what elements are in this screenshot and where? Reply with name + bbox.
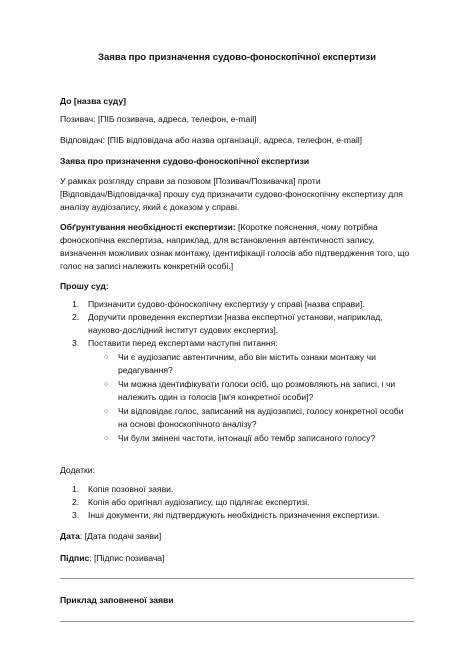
attachment-item-3: Інші документи, які підтверджують необхідність призначення експертизи. [88, 510, 380, 520]
question-1-line-1: Чи є аудіозапис автентичним, або він містить ознаки монтажу чи [118, 352, 376, 362]
example-heading: Приклад заповненої заяви [60, 595, 174, 605]
question-bullet-4: ○ [104, 435, 109, 442]
justification-text-1: [Коротке пояснення, чому потрібна [235, 222, 378, 232]
signature-label: Підпис [60, 553, 90, 563]
attachments-heading: Додатки: [60, 465, 95, 475]
request-number-2: 2. [72, 312, 80, 322]
intro-line-2: [Відповідач/Відповідачка] прошу суд призначити судово-фоноскопічну експертизу для [60, 189, 403, 199]
request-number-1: 1. [72, 299, 80, 309]
request-heading: Прошу суд: [60, 281, 109, 291]
attachment-number-1: 1. [72, 484, 80, 494]
section-heading: Заява про призначення судово-фоноскопічної експертизи [60, 156, 310, 166]
justification-label: Обґрунтування необхідності експертизи: [60, 222, 236, 232]
request-item-2-line-1: Доручити проведення експертизи [назва експертної установи, наприклад, [88, 312, 383, 322]
signature-value: : [Підпис позивача] [89, 553, 165, 563]
date-line [60, 530, 416, 543]
question-2-line-2: належить один із голосів [ім'я конкретної особи]? [118, 392, 314, 402]
request-item-2-line-2: науково-дослідний інститут судових експертиз]. [88, 325, 279, 335]
divider-bottom [60, 621, 414, 622]
justification-line-2: фоноскопічна експертиза, наприклад, для встановлення автентичності запису, [60, 235, 375, 245]
attachment-number-2: 2. [72, 497, 80, 507]
question-bullet-1: ○ [104, 354, 109, 361]
intro-line-3: аналізу аудіозапису, який є доказом у справі. [60, 202, 240, 212]
question-bullet-3: ○ [104, 408, 109, 415]
date-label: Дата [60, 531, 80, 541]
question-3-line-2: на основі фоноскопічного аналізу? [118, 419, 257, 429]
date-value: : [Дата подачі заяви] [79, 531, 162, 541]
signature-line [60, 552, 416, 565]
question-3-line-1: Чи відповідає голос, записаний на аудіозаписі, голосу конкретної особи [118, 406, 404, 416]
question-bullet-2: ○ [104, 381, 109, 388]
attachment-item-1: Копія позовної заяви. [88, 484, 174, 494]
request-number-3: 3. [72, 338, 80, 348]
justification-line-1 [60, 221, 416, 234]
question-1-line-2: редагування? [118, 365, 173, 375]
request-item-1: Призначити судово-фоноскопічну експертизу у справі [назва справи]. [88, 299, 365, 309]
defendant-line: Відповідач: [ПІБ відповідача або назва організації, адреса, телефон, e-mail] [60, 135, 363, 145]
plaintiff-line: Позивач: [ПІБ позивача, адреса, телефон, e-mail] [60, 114, 257, 124]
attachment-number-3: 3. [72, 510, 80, 520]
divider-top [60, 578, 414, 579]
request-item-3: Поставити перед експертами наступні питання: [88, 338, 278, 348]
court-addressee: До [назва суду] [60, 96, 126, 106]
attachment-item-2: Копія або оригінал аудіозапису, що підлягає експертизі. [88, 497, 310, 507]
question-4-line-1: Чи були змінені частоти, інтонації або тембр записаного голосу? [118, 433, 376, 443]
question-2-line-1: Чи можна ідентифікувати голоси осіб, що розмовляють на записі, і чи [118, 379, 396, 389]
justification-line-4: голос на записі належить конкретній особі.] [60, 261, 234, 271]
justification-line-3: визначення можливих ознак монтажу, ідентифікації голосів або підтвердження того, що [60, 248, 410, 258]
intro-line-1: У рамках розгляду справи за позовом [Позивач/Позивачка] проти [60, 176, 321, 186]
document-title: Заява про призначення судово-фоноскопічної експертизи [97, 52, 377, 63]
